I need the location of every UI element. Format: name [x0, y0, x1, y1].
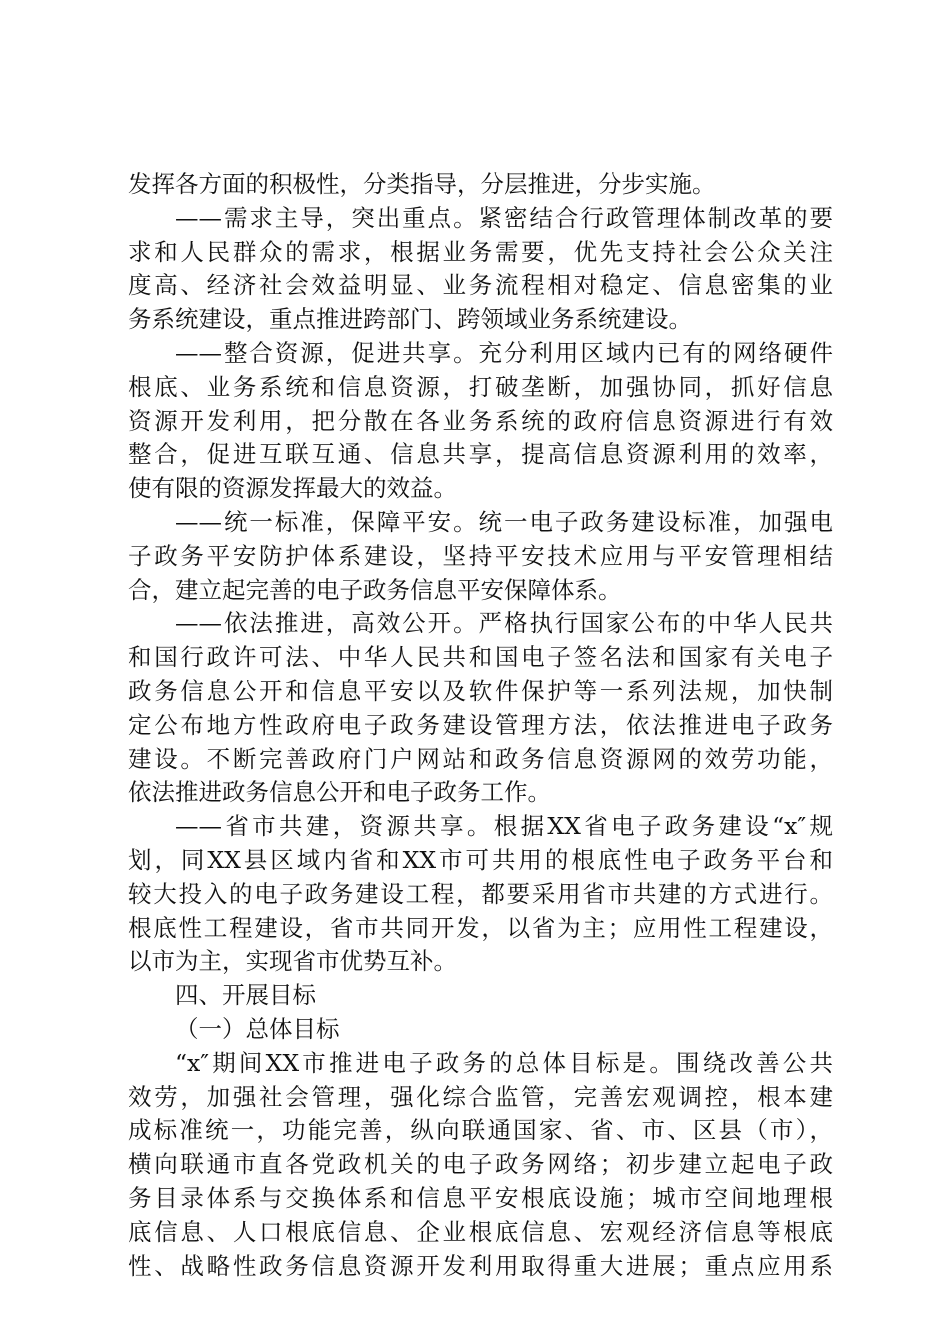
- text-line: 子政务平安防护体系建设，坚持平安技术应用与平安管理相结: [128, 541, 833, 570]
- text-line: ——依法推进，高效公开。严格执行国家公布的中华人民共: [175, 609, 833, 638]
- text-line: 整合，促进互联互通、信息共享，提高信息资源利用的效率，: [128, 440, 833, 469]
- text-line: 效劳，加强社会管理，强化综合监管，完善宏观调控，根本建: [128, 1082, 833, 1111]
- text-line: 横向联通市直各党政机关的电子政务网络；初步建立起电子政: [128, 1150, 833, 1179]
- text-line: 发挥各方面的积极性，分类指导，分层推进，分步实施。: [128, 170, 716, 198]
- text-line: ——需求主导，突出重点。紧密结合行政管理体制改革的要: [175, 203, 833, 232]
- text-line: 务目录体系与交换体系和信息平安根底设施；城市空间地理根: [128, 1183, 833, 1212]
- text-line: 定公布地方性政府电子政务建设管理方法，依法推进电子政务: [128, 710, 833, 739]
- text-line: 底信息、人口根底信息、企业根底信息、宏观经济信息等根底: [128, 1217, 833, 1246]
- subsection-heading: （一）总体目标: [175, 1014, 340, 1043]
- text-line: ——整合资源，促进共享。充分利用区域内已有的网络硬件: [175, 338, 833, 367]
- section-heading: 四、开展目标: [175, 981, 316, 1010]
- text-line: 使有限的资源发挥最大的效益。: [128, 474, 457, 503]
- text-line: 较大投入的电子政务建设工程，都要采用省市共建的方式进行。: [128, 879, 833, 908]
- text-line: ——省市共建，资源共享。根据XX省电子政务建设“x″规: [175, 812, 833, 841]
- text-line: 依法推进政务信息公开和电子政务工作。: [128, 778, 551, 807]
- body-text: [128, 168, 833, 1283]
- text-line: 以市为主，实现省市优势互补。: [128, 947, 457, 976]
- text-line: ——统一标准，保障平安。统一电子政务建设标准，加强电: [175, 507, 833, 536]
- text-line: 度高、经济社会效益明显、业务流程相对稳定、信息密集的业: [128, 271, 833, 300]
- text-line: 划，同XX县区域内省和XX市可共用的根底性电子政务平台和: [128, 845, 833, 874]
- text-line: 求和人民群众的需求，根据业务需要，优先支持社会公众关注: [128, 237, 833, 266]
- text-line: 性、战略性政务信息资源开发利用取得重大进展；重点应用系: [128, 1251, 833, 1280]
- text-line: 根底、业务系统和信息资源，打破垄断，加强协同，抓好信息: [128, 372, 833, 401]
- text-line: “x″期间XX市推进电子政务的总体目标是。围绕改善公共: [175, 1048, 833, 1077]
- text-line: 根底性工程建设，省市共同开发，以省为主；应用性工程建设，: [128, 913, 833, 942]
- text-line: 资源开发利用，把分散在各业务系统的政府信息资源进行有效: [128, 406, 833, 435]
- text-line: 政务信息公开和信息平安以及软件保护等一系列法规，加快制: [128, 676, 833, 705]
- text-line: 成标准统一，功能完善，纵向联通国家、省、市、区县（市），: [128, 1116, 833, 1145]
- text-line: 建设。不断完善政府门户网站和政务信息资源网的效劳功能，: [128, 744, 833, 773]
- text-line: 合，建立起完善的电子政务信息平安保障体系。: [128, 575, 622, 604]
- text-line: 和国行政许可法、中华人民共和国电子签名法和国家有关电子: [128, 643, 833, 672]
- text-line: 务系统建设，重点推进跨部门、跨领域业务系统建设。: [128, 305, 692, 334]
